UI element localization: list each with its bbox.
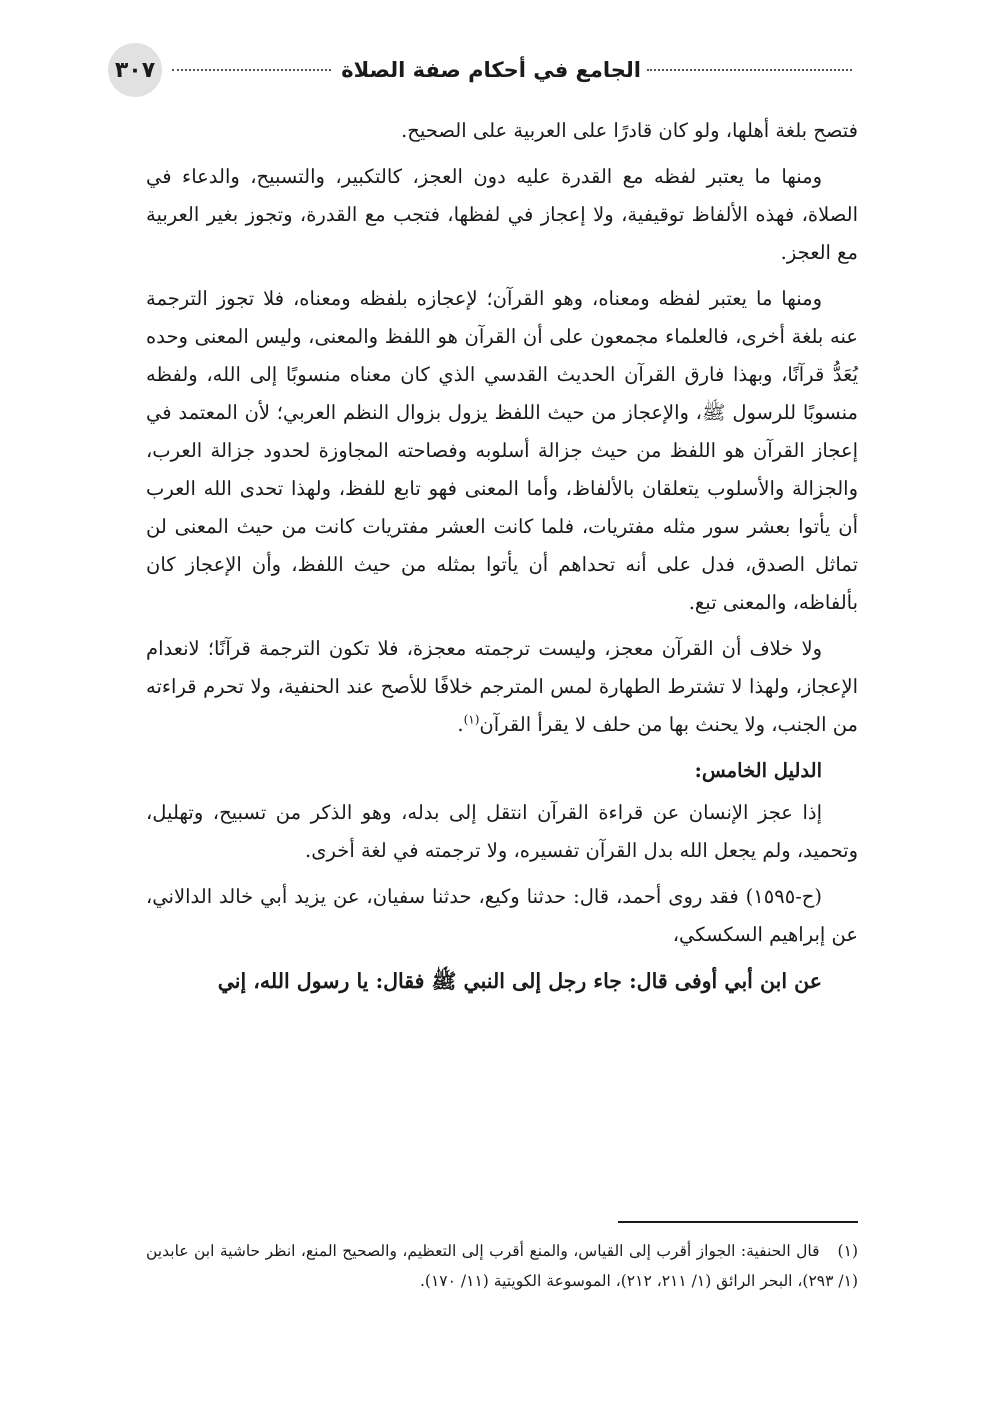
- running-header: [108, 42, 858, 98]
- page-number-badge: ٣٠٧: [108, 43, 162, 97]
- paragraph-4-end: .: [457, 713, 464, 736]
- paragraph-4: [146, 630, 858, 744]
- header-dotted-leader-right: [647, 69, 852, 71]
- header-dotted-leader-left: [172, 69, 331, 71]
- footnote-number: (١): [837, 1242, 858, 1260]
- paragraph-2: ومنها ما يعتبر لفظه مع القدرة عليه دون العجز، كالتكبير، والتسبيح، والدعاء في الصلاة، فهذه الألفاظ توقيفية، ولا إعجاز في لفظها، فتجب مع القدرة، وتجوز بغير العربية مع العجز.: [146, 165, 858, 264]
- header-title: الجامع في أحكام صفة الصلاة: [341, 58, 641, 82]
- paragraph-1: فتصح بلغة أهلها، ولو كان قادرًا على العربية على الصحيح.: [401, 119, 858, 142]
- footnote-reference[interactable]: (١): [463, 712, 480, 727]
- footnote-separator: [618, 1221, 858, 1223]
- section-heading: الدليل الخامس:: [694, 759, 822, 782]
- paragraph-3: ومنها ما يعتبر لفظه ومعناه، وهو القرآن؛ لإعجازه بلفظه ومعناه، فلا تجوز الترجمة عنه بلغة أخرى، فالعلماء مجمعون على أن القرآن هو اللفظ والمعنى، وليس المعنى وحده يُعَدُّ قرآنًا، وبهذا فارق القرآن الحديث القدسي الذي كان معناه منسوبًا إلى الله، ولفظه منسوبًا للرسول ﷺ، والإعجاز من حيث اللفظ يزول بزوال النظم العربي؛ لأن المعتمد في إعجاز القرآن هو اللفظ من حيث جزالة أسلوبه وفصاحته المجاوزة لحدود جزالة العرب، والجزالة والأسلوب يتعلقان بالألفاظ، وأما المعنى فهو تابع للفظ، ولهذا تحدى الله العرب أن يأتوا بعشر سور مثله مفتريات، فلما كانت العشر مفتريات كانت من حيث المعنى لن تماثل الصدق، فدل على أنه تحداهم أن يأتوا بمثله من حيث اللفظ، وأن الإعجاز كان بألفاظه، والمعنى تبع.: [146, 287, 858, 614]
- paragraph-6: (ح-١٥٩٥) فقد روى أحمد، قال: حدثنا وكيع، حدثنا سفيان، عن يزيد أبي خالد الدالاني، عن إبراهيم السكسكي،: [146, 885, 858, 946]
- footnote: [146, 1236, 858, 1296]
- hadith-text: عن ابن أبي أوفى قال: جاء رجل إلى النبي ﷺ فقال: يا رسول الله، إني: [217, 969, 822, 993]
- main-text: [146, 112, 858, 1008]
- paragraph-4-text: ولا خلاف أن القرآن معجز، وليست ترجمته معجزة، فلا تكون الترجمة قرآنًا؛ لانعدام الإعجاز، ولهذا لا تشترط الطهارة لمس المترجم خلافًا للأصح عند الحنفية، ولا تحرم قراءته من الجنب، ولا يحنث بها من حلف لا يقرأ القرآن: [146, 637, 858, 736]
- paragraph-5: إذا عجز الإنسان عن قراءة القرآن انتقل إلى بدله، وهو الذكر من تسبيح، وتهليل، وتحميد، ولم يجعل الله بدل القرآن تفسيره، ولا ترجمته في لغة أخرى.: [146, 801, 858, 862]
- footnote-text: قال الحنفية: الجواز أقرب إلى القياس، والمنع أقرب إلى التعظيم، والصحيح المنع، انظر حاشية ابن عابدين (١/ ٢٩٣)، البحر الرائق (١/ ٢١١، ٢١٢)، الموسوعة الكويتية (١١/ ١٧٠).: [146, 1242, 858, 1290]
